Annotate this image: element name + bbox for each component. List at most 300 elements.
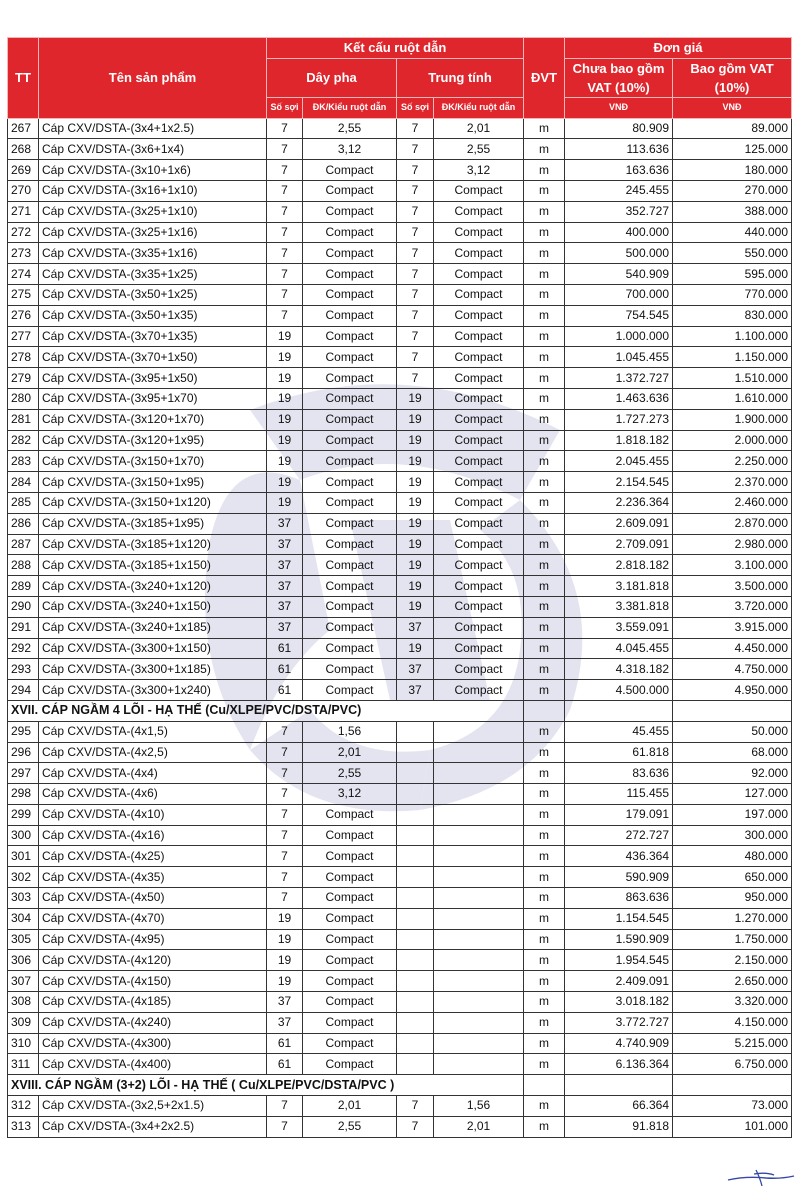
phase-diameter: Compact xyxy=(303,929,397,950)
neutral-strands-header: Số sợi xyxy=(397,97,434,118)
row-number: 286 xyxy=(8,513,39,534)
price-inc-vat: 6.750.000 xyxy=(673,1054,792,1075)
price-inc-vat: 1.610.000 xyxy=(673,388,792,409)
unit: m xyxy=(524,763,565,784)
price-inc-vat: 830.000 xyxy=(673,305,792,326)
phase-diameter: Compact xyxy=(303,555,397,576)
neutral-diameter: Compact xyxy=(434,472,524,493)
price-ex-vat: 3.772.727 xyxy=(565,1012,673,1033)
price-inc-vat: 1.900.000 xyxy=(673,409,792,430)
neutral-strands xyxy=(397,804,434,825)
neutral-diameter xyxy=(434,784,524,805)
phase-strands: 7 xyxy=(267,264,303,285)
empty-cell xyxy=(673,700,792,721)
unit: m xyxy=(524,908,565,929)
neutral-diameter: Compact xyxy=(434,680,524,701)
unit: m xyxy=(524,1096,565,1117)
empty-cell xyxy=(565,700,673,721)
table-row xyxy=(8,929,792,950)
unit: m xyxy=(524,284,565,305)
neutral-strands xyxy=(397,888,434,909)
neutral-diameter: Compact xyxy=(434,201,524,222)
price-inc-vat: 770.000 xyxy=(673,284,792,305)
price-inc-vat: 440.000 xyxy=(673,222,792,243)
product-name: Cáp CXV/DSTA-(4x150) xyxy=(39,971,267,992)
price-ex-vat: 436.364 xyxy=(565,846,673,867)
row-number: 307 xyxy=(8,971,39,992)
neutral-diameter: Compact xyxy=(434,388,524,409)
price-inc-vat: 650.000 xyxy=(673,867,792,888)
neutral-diameter: Compact xyxy=(434,451,524,472)
unit: m xyxy=(524,305,565,326)
neutral-strands: 7 xyxy=(397,201,434,222)
table-row xyxy=(8,284,792,305)
phase-strands: 37 xyxy=(267,1012,303,1033)
unit: m xyxy=(524,950,565,971)
price-inc-vat: 388.000 xyxy=(673,201,792,222)
product-name: Cáp CXV/DSTA-(3x150+1x70) xyxy=(39,451,267,472)
price-inc-vat: 1.750.000 xyxy=(673,929,792,950)
price-ex-vat: 4.740.909 xyxy=(565,1033,673,1054)
product-name: Cáp CXV/DSTA-(3x300+1x185) xyxy=(39,659,267,680)
price-inc-vat: 4.950.000 xyxy=(673,680,792,701)
unit: m xyxy=(524,264,565,285)
unit: m xyxy=(524,929,565,950)
neutral-strands: 37 xyxy=(397,659,434,680)
table-row xyxy=(8,638,792,659)
price-ex-vat: 590.909 xyxy=(565,867,673,888)
neutral-strands: 7 xyxy=(397,305,434,326)
price-inc-vat: 4.450.000 xyxy=(673,638,792,659)
phase-strands: 19 xyxy=(267,950,303,971)
neutral-diameter: Compact xyxy=(434,243,524,264)
neutral-diameter xyxy=(434,804,524,825)
price-ex-vat: 863.636 xyxy=(565,888,673,909)
unit: m xyxy=(524,409,565,430)
neutral-diameter xyxy=(434,950,524,971)
neutral-strands: 7 xyxy=(397,284,434,305)
phase-strands-header: Số sợi xyxy=(267,97,303,118)
section-title-row xyxy=(8,700,792,721)
row-number: 268 xyxy=(8,139,39,160)
table-row xyxy=(8,534,792,555)
unit: m xyxy=(524,347,565,368)
neutral-diameter: Compact xyxy=(434,596,524,617)
product-name: Cáp CXV/DSTA-(3x300+1x240) xyxy=(39,680,267,701)
neutral-strands: 7 xyxy=(397,1096,434,1117)
ex-vat-currency: VNĐ xyxy=(565,97,673,118)
neutral-diameter xyxy=(434,971,524,992)
neutral-diameter: Compact xyxy=(434,534,524,555)
phase-strands: 61 xyxy=(267,659,303,680)
price-inc-vat: 2.000.000 xyxy=(673,430,792,451)
table-row xyxy=(8,555,792,576)
price-inc-vat: 101.000 xyxy=(673,1116,792,1137)
neutral-strands: 19 xyxy=(397,576,434,597)
empty-cell xyxy=(524,1075,565,1096)
price-inc-vat: 300.000 xyxy=(673,825,792,846)
unit: m xyxy=(524,118,565,139)
phase-strands: 37 xyxy=(267,534,303,555)
product-name: Cáp CXV/DSTA-(4x10) xyxy=(39,804,267,825)
row-number: 312 xyxy=(8,1096,39,1117)
product-name: Cáp CXV/DSTA-(3x50+1x25) xyxy=(39,284,267,305)
product-name: Cáp CXV/DSTA-(4x2,5) xyxy=(39,742,267,763)
price-inc-vat: 4.750.000 xyxy=(673,659,792,680)
neutral-diameter xyxy=(434,992,524,1013)
phase-strands: 7 xyxy=(267,763,303,784)
product-name: Cáp CXV/DSTA-(3x300+1x150) xyxy=(39,638,267,659)
unit: m xyxy=(524,472,565,493)
price-inc-vat: 2.150.000 xyxy=(673,950,792,971)
price-inc-vat: 2.370.000 xyxy=(673,472,792,493)
neutral-diameter-header: ĐK/Kiểu ruột dẫn xyxy=(434,97,524,118)
unit: m xyxy=(524,825,565,846)
phase-strands: 7 xyxy=(267,118,303,139)
price-inc-vat: 2.980.000 xyxy=(673,534,792,555)
neutral-strands: 19 xyxy=(397,430,434,451)
row-number: 294 xyxy=(8,680,39,701)
product-name: Cáp CXV/DSTA-(3x120+1x95) xyxy=(39,430,267,451)
product-name: Cáp CXV/DSTA-(3x150+1x95) xyxy=(39,472,267,493)
phase-diameter: Compact xyxy=(303,971,397,992)
phase-diameter: Compact xyxy=(303,804,397,825)
neutral-strands: 7 xyxy=(397,1116,434,1137)
row-number: 275 xyxy=(8,284,39,305)
neutral-diameter: Compact xyxy=(434,284,524,305)
unit: m xyxy=(524,846,565,867)
price-inc-vat: 68.000 xyxy=(673,742,792,763)
table-row xyxy=(8,617,792,638)
phase-diameter: Compact xyxy=(303,513,397,534)
phase-strands: 7 xyxy=(267,160,303,181)
product-name: Cáp CXV/DSTA-(4x6) xyxy=(39,784,267,805)
product-name: Cáp CXV/DSTA-(3x25+1x16) xyxy=(39,222,267,243)
phase-strands: 7 xyxy=(267,867,303,888)
phase-diameter: Compact xyxy=(303,888,397,909)
table-row xyxy=(8,908,792,929)
price-inc-vat: 2.870.000 xyxy=(673,513,792,534)
unit-header: ĐVT xyxy=(524,38,565,119)
phase-diameter: Compact xyxy=(303,284,397,305)
neutral-diameter: Compact xyxy=(434,326,524,347)
row-number: 304 xyxy=(8,908,39,929)
neutral-strands xyxy=(397,1054,434,1075)
neutral-diameter xyxy=(434,846,524,867)
table-row xyxy=(8,118,792,139)
price-ex-vat: 2.154.545 xyxy=(565,472,673,493)
neutral-strands xyxy=(397,867,434,888)
unit: m xyxy=(524,680,565,701)
price-inc-vat: 197.000 xyxy=(673,804,792,825)
phase-strands: 61 xyxy=(267,680,303,701)
row-number: 283 xyxy=(8,451,39,472)
price-inc-vat: 2.460.000 xyxy=(673,492,792,513)
price-inc-vat: 125.000 xyxy=(673,139,792,160)
table-row xyxy=(8,742,792,763)
neutral-diameter xyxy=(434,742,524,763)
phase-diameter: Compact xyxy=(303,409,397,430)
table-header xyxy=(8,38,792,119)
table-row xyxy=(8,513,792,534)
row-number: 267 xyxy=(8,118,39,139)
neutral-strands: 19 xyxy=(397,638,434,659)
phase-strands: 7 xyxy=(267,1096,303,1117)
row-number: 277 xyxy=(8,326,39,347)
neutral-diameter: Compact xyxy=(434,659,524,680)
product-name: Cáp CXV/DSTA-(4x1,5) xyxy=(39,721,267,742)
table-row xyxy=(8,763,792,784)
unit: m xyxy=(524,555,565,576)
phase-diameter: Compact xyxy=(303,846,397,867)
row-number: 270 xyxy=(8,180,39,201)
row-number: 292 xyxy=(8,638,39,659)
neutral-strands: 7 xyxy=(397,160,434,181)
table-row xyxy=(8,472,792,493)
product-name: Cáp CXV/DSTA-(4x25) xyxy=(39,846,267,867)
unit: m xyxy=(524,596,565,617)
product-name: Cáp CXV/DSTA-(3x4+1x2.5) xyxy=(39,118,267,139)
unit: m xyxy=(524,201,565,222)
table-row xyxy=(8,867,792,888)
phase-strands: 7 xyxy=(267,201,303,222)
price-ex-vat: 2.409.091 xyxy=(565,971,673,992)
neutral-strands xyxy=(397,971,434,992)
product-name: Cáp CXV/DSTA-(3x10+1x6) xyxy=(39,160,267,181)
price-inc-vat: 270.000 xyxy=(673,180,792,201)
neutral-strands xyxy=(397,950,434,971)
neutral-diameter xyxy=(434,721,524,742)
product-name: Cáp CXV/DSTA-(3x120+1x70) xyxy=(39,409,267,430)
table-row xyxy=(8,305,792,326)
neutral-strands: 7 xyxy=(397,139,434,160)
row-number: 301 xyxy=(8,846,39,867)
neutral-strands: 7 xyxy=(397,243,434,264)
neutral-diameter: Compact xyxy=(434,555,524,576)
row-number: 269 xyxy=(8,160,39,181)
phase-diameter: Compact xyxy=(303,534,397,555)
phase-strands: 37 xyxy=(267,555,303,576)
table-row xyxy=(8,160,792,181)
unit: m xyxy=(524,721,565,742)
product-name: Cáp CXV/DSTA-(4x120) xyxy=(39,950,267,971)
phase-diameter: Compact xyxy=(303,160,397,181)
phase-header: Dây pha xyxy=(267,58,397,97)
table-row xyxy=(8,139,792,160)
price-ex-vat: 4.500.000 xyxy=(565,680,673,701)
price-ex-vat: 66.364 xyxy=(565,1096,673,1117)
price-ex-vat: 1.727.273 xyxy=(565,409,673,430)
price-ex-vat: 2.236.364 xyxy=(565,492,673,513)
product-name: Cáp CXV/DSTA-(4x50) xyxy=(39,888,267,909)
row-number: 298 xyxy=(8,784,39,805)
price-inc-vat: 92.000 xyxy=(673,763,792,784)
product-name: Cáp CXV/DSTA-(3x35+1x16) xyxy=(39,243,267,264)
neutral-strands: 7 xyxy=(397,326,434,347)
phase-diameter: Compact xyxy=(303,264,397,285)
price-ex-vat: 83.636 xyxy=(565,763,673,784)
phase-diameter: 2,55 xyxy=(303,118,397,139)
ex-vat-header: Chưa bao gồm VAT (10%) xyxy=(565,58,673,97)
row-number: 285 xyxy=(8,492,39,513)
table-row xyxy=(8,1096,792,1117)
price-ex-vat: 3.381.818 xyxy=(565,596,673,617)
row-number: 282 xyxy=(8,430,39,451)
price-ex-vat: 113.636 xyxy=(565,139,673,160)
neutral-diameter: Compact xyxy=(434,513,524,534)
row-number: 274 xyxy=(8,264,39,285)
price-ex-vat: 4.318.182 xyxy=(565,659,673,680)
empty-cell xyxy=(565,1075,673,1096)
row-number: 273 xyxy=(8,243,39,264)
phase-diameter: Compact xyxy=(303,243,397,264)
product-name: Cáp CXV/DSTA-(4x400) xyxy=(39,1054,267,1075)
phase-strands: 7 xyxy=(267,222,303,243)
row-number: 278 xyxy=(8,347,39,368)
neutral-diameter xyxy=(434,1012,524,1033)
phase-diameter: Compact xyxy=(303,867,397,888)
section-title: XVIII. CÁP NGẦM (3+2) LÕI - HẠ THẾ ( Cu/XLPE/PVC/DSTA/PVC ) xyxy=(8,1075,524,1096)
price-ex-vat: 179.091 xyxy=(565,804,673,825)
price-inc-vat: 1.100.000 xyxy=(673,326,792,347)
price-inc-vat: 3.500.000 xyxy=(673,576,792,597)
neutral-strands xyxy=(397,992,434,1013)
phase-strands: 19 xyxy=(267,388,303,409)
neutral-diameter: Compact xyxy=(434,576,524,597)
price-ex-vat: 115.455 xyxy=(565,784,673,805)
phase-diameter: Compact xyxy=(303,617,397,638)
price-ex-vat: 1.954.545 xyxy=(565,950,673,971)
product-name: Cáp CXV/DSTA-(4x95) xyxy=(39,929,267,950)
section-title-row xyxy=(8,1075,792,1096)
price-ex-vat: 1.045.455 xyxy=(565,347,673,368)
phase-strands: 19 xyxy=(267,929,303,950)
product-name: Cáp CXV/DSTA-(4x240) xyxy=(39,1012,267,1033)
phase-strands: 7 xyxy=(267,180,303,201)
price-inc-vat: 3.720.000 xyxy=(673,596,792,617)
phase-diameter: Compact xyxy=(303,222,397,243)
row-number: 279 xyxy=(8,368,39,389)
price-inc-vat: 950.000 xyxy=(673,888,792,909)
unit: m xyxy=(524,659,565,680)
neutral-diameter xyxy=(434,929,524,950)
neutral-diameter: 2,01 xyxy=(434,1116,524,1137)
row-number: 305 xyxy=(8,929,39,950)
price-ex-vat: 1.818.182 xyxy=(565,430,673,451)
table-row xyxy=(8,326,792,347)
product-name: Cáp CXV/DSTA-(4x35) xyxy=(39,867,267,888)
product-name: Cáp CXV/DSTA-(3x70+1x50) xyxy=(39,347,267,368)
phase-strands: 7 xyxy=(267,284,303,305)
neutral-strands: 19 xyxy=(397,451,434,472)
unit: m xyxy=(524,326,565,347)
phase-strands: 19 xyxy=(267,368,303,389)
tt-header: TT xyxy=(8,38,39,119)
row-number: 288 xyxy=(8,555,39,576)
phase-strands: 7 xyxy=(267,804,303,825)
row-number: 280 xyxy=(8,388,39,409)
table-row xyxy=(8,659,792,680)
neutral-strands xyxy=(397,721,434,742)
unit: m xyxy=(524,222,565,243)
neutral-diameter xyxy=(434,908,524,929)
phase-diameter: Compact xyxy=(303,1054,397,1075)
phase-strands: 7 xyxy=(267,846,303,867)
neutral-diameter xyxy=(434,763,524,784)
table-body xyxy=(8,118,792,1137)
phase-diameter: 2,55 xyxy=(303,1116,397,1137)
unit: m xyxy=(524,243,565,264)
price-ex-vat: 45.455 xyxy=(565,721,673,742)
phase-diameter: Compact xyxy=(303,825,397,846)
phase-diameter: Compact xyxy=(303,492,397,513)
row-number: 271 xyxy=(8,201,39,222)
table-row xyxy=(8,1012,792,1033)
product-name: Cáp CXV/DSTA-(3x150+1x120) xyxy=(39,492,267,513)
unit: m xyxy=(524,160,565,181)
phase-strands: 19 xyxy=(267,451,303,472)
neutral-strands xyxy=(397,846,434,867)
neutral-diameter: Compact xyxy=(434,430,524,451)
product-name: Cáp CXV/DSTA-(3x2,5+2x1.5) xyxy=(39,1096,267,1117)
phase-diameter: Compact xyxy=(303,368,397,389)
row-number: 309 xyxy=(8,1012,39,1033)
signature xyxy=(726,1166,796,1188)
phase-diameter: Compact xyxy=(303,201,397,222)
row-number: 295 xyxy=(8,721,39,742)
price-inc-vat: 3.100.000 xyxy=(673,555,792,576)
neutral-strands xyxy=(397,742,434,763)
phase-strands: 19 xyxy=(267,908,303,929)
row-number: 296 xyxy=(8,742,39,763)
neutral-strands: 37 xyxy=(397,617,434,638)
neutral-diameter: Compact xyxy=(434,305,524,326)
table-row xyxy=(8,992,792,1013)
phase-diameter: Compact xyxy=(303,1012,397,1033)
product-name: Cáp CXV/DSTA-(3x185+1x95) xyxy=(39,513,267,534)
neutral-strands xyxy=(397,929,434,950)
unit: m xyxy=(524,638,565,659)
phase-diameter: 3,12 xyxy=(303,139,397,160)
table-row xyxy=(8,576,792,597)
price-inc-vat: 480.000 xyxy=(673,846,792,867)
product-name: Cáp CXV/DSTA-(3x35+1x25) xyxy=(39,264,267,285)
phase-strands: 7 xyxy=(267,243,303,264)
neutral-strands: 37 xyxy=(397,680,434,701)
price-inc-vat: 550.000 xyxy=(673,243,792,264)
phase-strands: 61 xyxy=(267,1054,303,1075)
table-row xyxy=(8,971,792,992)
neutral-diameter xyxy=(434,888,524,909)
neutral-strands: 7 xyxy=(397,347,434,368)
table-row xyxy=(8,1116,792,1137)
neutral-strands: 7 xyxy=(397,180,434,201)
inc-vat-currency: VNĐ xyxy=(673,97,792,118)
neutral-strands: 19 xyxy=(397,472,434,493)
neutral-diameter: Compact xyxy=(434,409,524,430)
table-row xyxy=(8,846,792,867)
price-ex-vat: 3.181.818 xyxy=(565,576,673,597)
row-number: 299 xyxy=(8,804,39,825)
phase-strands: 19 xyxy=(267,347,303,368)
neutral-diameter: Compact xyxy=(434,264,524,285)
price-ex-vat: 272.727 xyxy=(565,825,673,846)
price-inc-vat: 1.510.000 xyxy=(673,368,792,389)
table-row xyxy=(8,264,792,285)
product-name: Cáp CXV/DSTA-(4x70) xyxy=(39,908,267,929)
price-inc-vat: 1.270.000 xyxy=(673,908,792,929)
phase-diameter: Compact xyxy=(303,430,397,451)
